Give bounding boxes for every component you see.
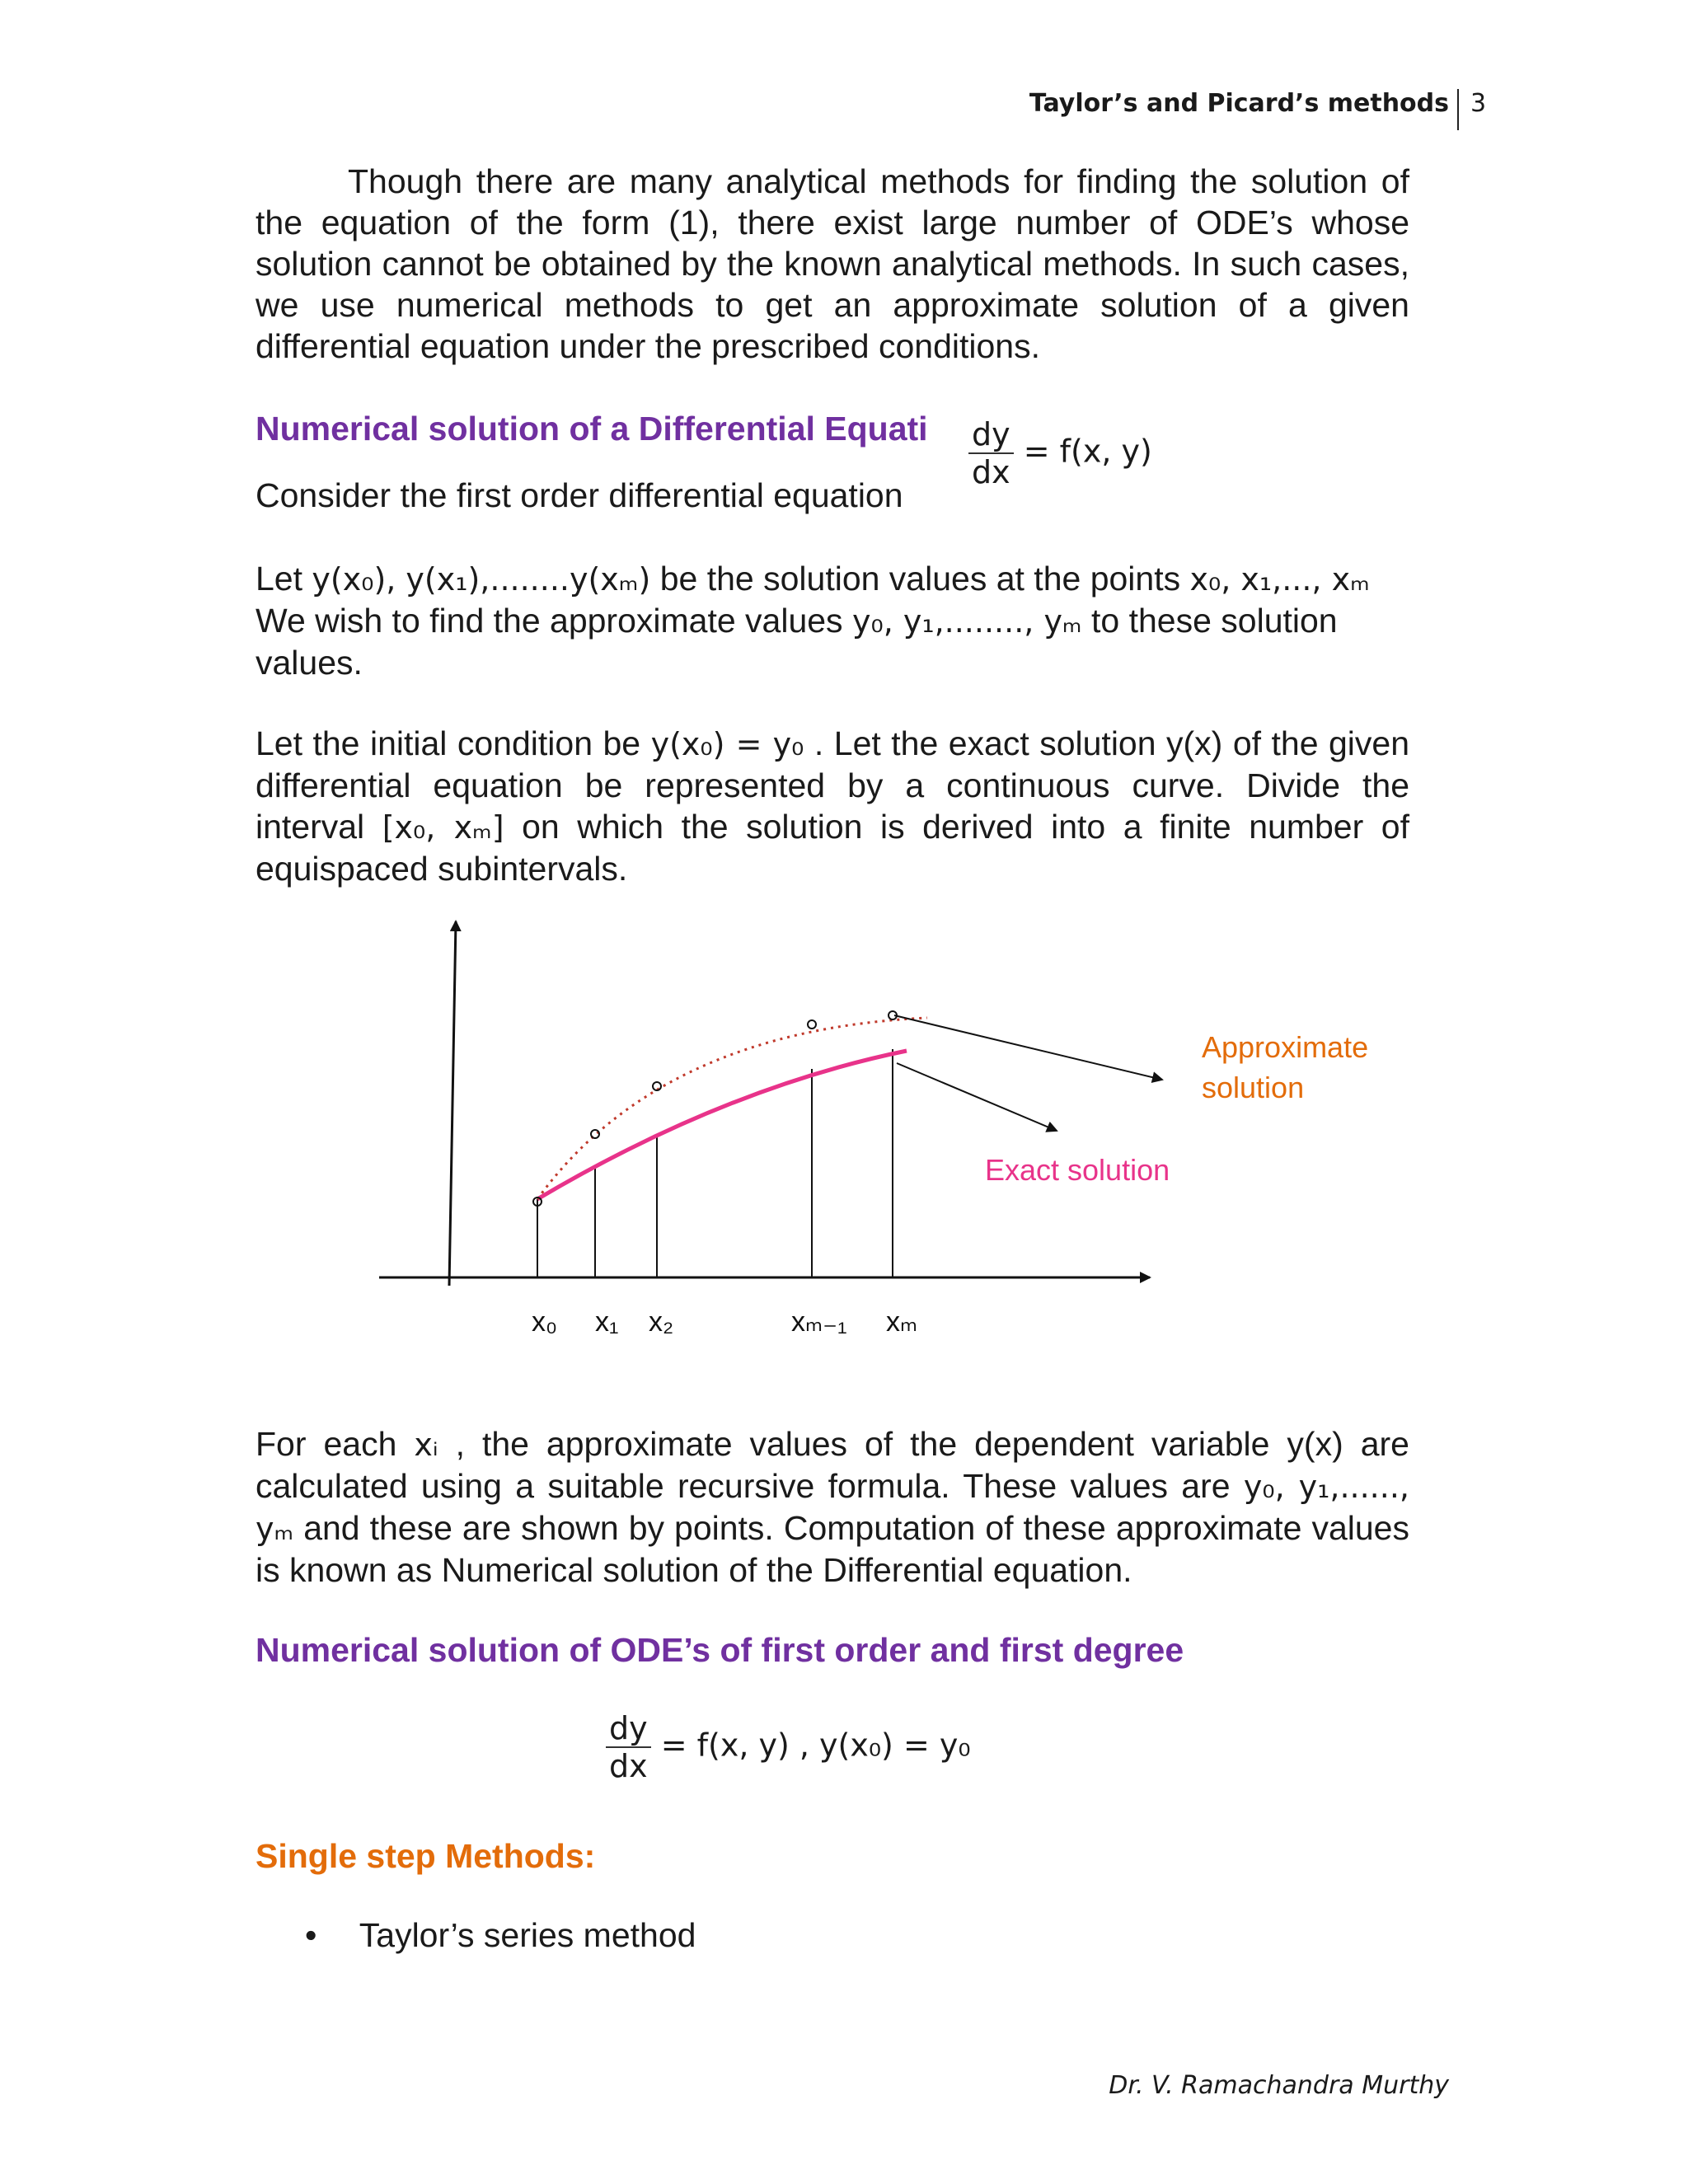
list-item bbox=[305, 1916, 696, 1955]
exact-label: Exact solution bbox=[985, 1153, 1170, 1187]
running-header: Taylor’s and Picard’s methods bbox=[1029, 89, 1449, 118]
author-footer: Dr. V. Ramachandra Murthy bbox=[1109, 2071, 1449, 2100]
ivp-rhs: = f(x, y) , y(x₀) = y₀ bbox=[660, 1727, 971, 1764]
approx-arrow bbox=[894, 1015, 1162, 1080]
intro-text: Though there are many analytical methods for finding the solution of the equation of the form (1), there exist large number of ODE’s whose solution cannot be obtained by the known analytical methods. In such cases, we use numerical methods to get an approximate solution of a given differential equation under the prescribed conditions. bbox=[256, 162, 1409, 365]
consider-text: Consider the first order differential equation bbox=[256, 476, 903, 514]
points-list: x₀, x₁,..., xₘ bbox=[1189, 561, 1370, 598]
ivp-fraction: $\frac{dy}{dx}$ bbox=[606, 1710, 651, 1784]
solution-values: y(x₀), y(x₁),........y(xₘ) bbox=[312, 561, 651, 598]
tick-x0: x₀ bbox=[532, 1306, 558, 1338]
tick-x1: x₁ bbox=[595, 1306, 619, 1338]
let1-line: Let y(x₀), y(x₁),........y(xₘ) be the solution values at the points x₀, x₁,..., xₘ We wish to find the approximate values y₀, y₁,........, yₘ to these solution values. bbox=[256, 560, 1370, 682]
approx-label: Approximate bbox=[1202, 1030, 1369, 1064]
ode-rhs: = f(x, y) bbox=[1023, 433, 1152, 470]
bullet-dot: • bbox=[305, 1916, 317, 1954]
let-paragraph-2: Let the initial condition be y(x₀) = y₀ . Let the exact solution y(x) of the given differential equation be represented by a continuous curve. Divide the interval [x₀, xₘ] on which the solution is derived into a finite number of equispaced subintervals. bbox=[256, 724, 1409, 888]
tick-x2: x₂ bbox=[649, 1306, 674, 1338]
dy-dx-fraction: $\frac{dy}{dx}$ bbox=[968, 416, 1014, 490]
page-number: 3 bbox=[1457, 89, 1486, 130]
interval: [x₀, xₘ] bbox=[382, 809, 504, 846]
tick-xm1: xₘ₋₁ bbox=[791, 1306, 847, 1338]
paragraph-3: For each xᵢ , the approximate values of the dependent variable y(x) are calculated using a suitable recursive formula. These values are y₀, y₁,......, yₘ and these are shown by points. Computation of these approximate values is known as Numerical solution of the Differential equation. bbox=[256, 1425, 1409, 1589]
tick-xm: xₘ bbox=[886, 1306, 918, 1338]
section-heading-2: Numerical solution of ODE’s of first order and first degree bbox=[256, 1631, 1184, 1669]
ivp-equation bbox=[606, 1710, 971, 1784]
section-heading-1: Numerical solution of a Differential Equati bbox=[256, 410, 928, 448]
section-heading-3: Single step Methods: bbox=[256, 1837, 596, 1875]
xi-symbol: xᵢ bbox=[414, 1427, 438, 1463]
approx-point bbox=[808, 1020, 816, 1029]
initial-condition: y(x₀) = y₀ bbox=[650, 726, 804, 762]
exact-curve bbox=[537, 1051, 907, 1199]
list-item-text: Taylor’s series method bbox=[359, 1916, 696, 1954]
exact-arrow bbox=[897, 1063, 1057, 1131]
approx-values-list: y₀, y₁,......, yₘ bbox=[256, 1469, 1409, 1547]
y-axis bbox=[449, 921, 456, 1286]
approx-values: y₀, y₁,........, yₘ bbox=[851, 603, 1082, 640]
approx-label-2: solution bbox=[1202, 1071, 1305, 1104]
